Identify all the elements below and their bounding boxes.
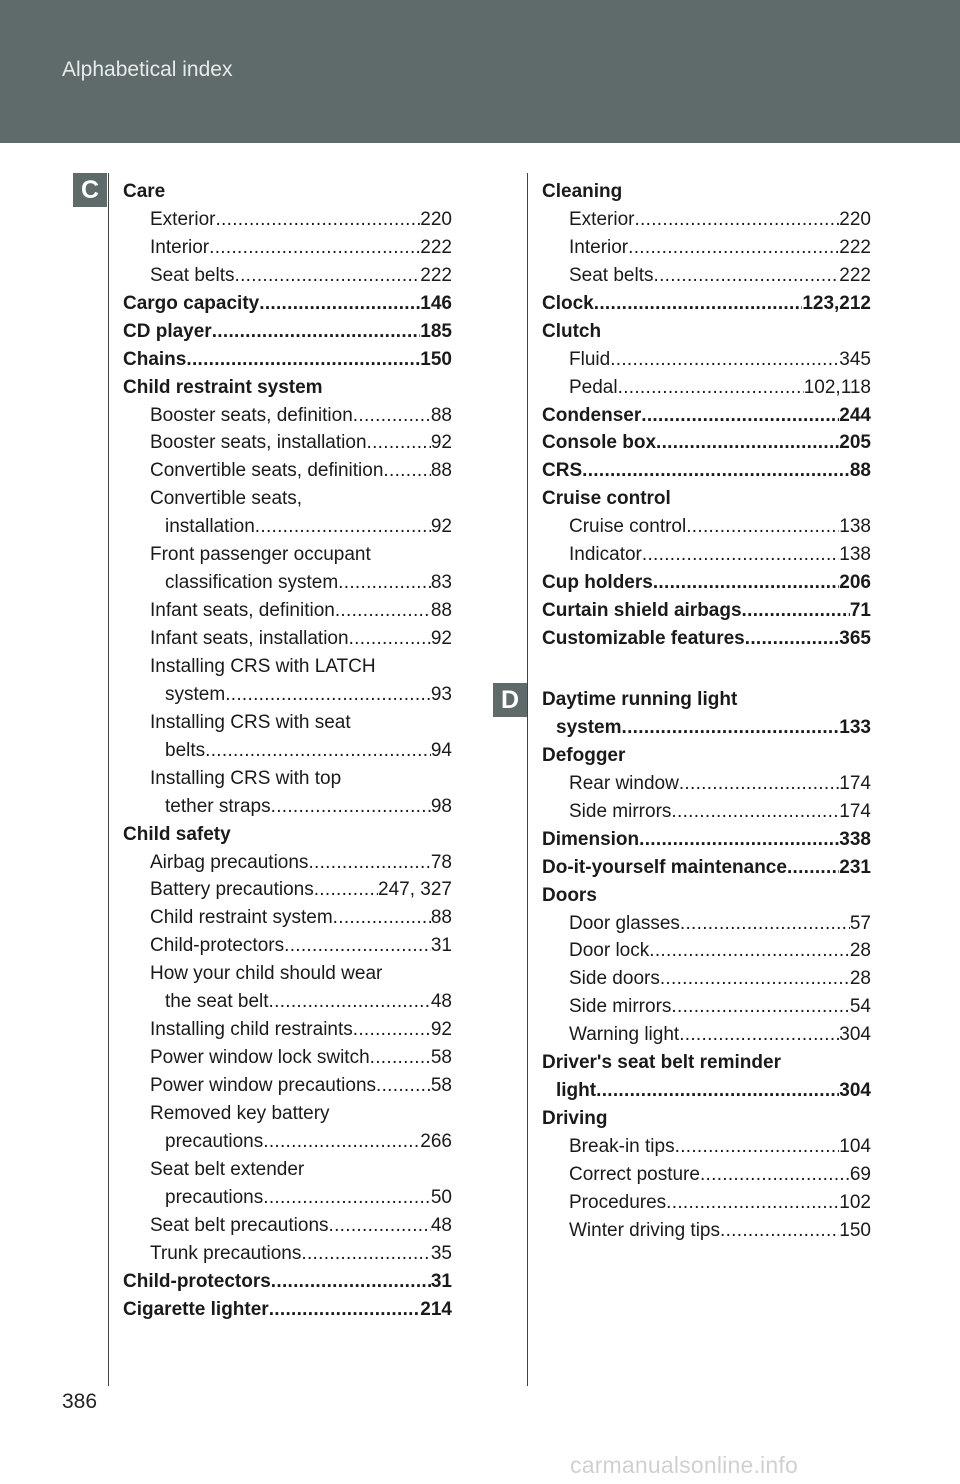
entry-text: Winter driving tips [569, 1219, 720, 1241]
dot-leader [787, 854, 839, 882]
index-entry [123, 904, 452, 932]
entry-text: Seat belt extender [150, 1158, 305, 1180]
dot-leader [383, 457, 430, 485]
page-ref: 138 [839, 544, 871, 566]
entry-text: Interior [569, 236, 629, 258]
dot-leader [618, 374, 804, 402]
index-entry [542, 290, 871, 318]
index-entry [123, 625, 452, 653]
entry-text: Cruise control [542, 488, 671, 510]
dot-leader [680, 910, 850, 938]
entry-text: Warning light [569, 1024, 680, 1046]
entry-text: Care [123, 181, 166, 202]
index-entry [542, 513, 871, 541]
page-ref: 304 [839, 1080, 871, 1102]
page-ref: 92 [430, 432, 452, 454]
page-ref: 222 [839, 236, 871, 258]
index-entry [542, 374, 871, 402]
entry-text: Cleaning [542, 181, 623, 202]
page-ref: 92 [430, 516, 452, 538]
letter-tab-d: D [493, 683, 527, 717]
entry-text: Side mirrors [569, 800, 672, 822]
entry-text: system [556, 716, 622, 738]
index-entry [542, 1105, 871, 1133]
entry-text: Indicator [569, 544, 642, 566]
entry-text: Correct posture [569, 1163, 700, 1185]
page-ref: 365 [839, 628, 871, 649]
page-ref: 222 [420, 236, 452, 258]
dot-leader [594, 290, 803, 318]
column-divider-right [527, 173, 528, 1386]
index-entry [123, 1268, 452, 1296]
page-ref: 71 [849, 600, 871, 622]
page-ref: 35 [430, 1242, 452, 1264]
dot-leader [628, 234, 839, 262]
entry-text: Convertible seats, [150, 488, 303, 510]
index-entry [542, 457, 871, 485]
entry-text: Cup holders [542, 572, 653, 594]
index-entry [123, 1156, 452, 1184]
dot-leader [671, 993, 849, 1021]
index-entry [123, 290, 452, 318]
entry-text: Airbag precautions [150, 851, 309, 873]
dot-leader [660, 965, 850, 993]
page-ref: 57 [849, 912, 871, 934]
page-header [0, 0, 960, 143]
index-entry [123, 1100, 452, 1128]
page-ref: 69 [849, 1163, 871, 1185]
entry-text: Driver's seat belt reminder [542, 1052, 781, 1074]
dot-leader [610, 346, 839, 374]
dot-leader [186, 346, 420, 374]
index-entry [123, 793, 452, 821]
index-entry [542, 1021, 871, 1049]
page-ref: 244 [839, 404, 871, 426]
dot-leader [263, 1128, 420, 1156]
dot-leader [284, 932, 431, 960]
index-entry [123, 765, 452, 793]
index-entry [123, 1128, 452, 1156]
dot-leader [308, 849, 430, 877]
dot-leader [656, 429, 839, 457]
index-entry [123, 960, 452, 988]
index-entry [542, 1077, 871, 1105]
index-entry [542, 346, 871, 374]
index-entry [123, 1184, 452, 1212]
dot-leader [338, 569, 431, 597]
page-ref: 185 [420, 320, 452, 342]
page-ref: 123,212 [802, 292, 871, 314]
page-ref: 88 [430, 404, 452, 426]
index-entry [542, 1189, 871, 1217]
entry-text: installation [165, 516, 255, 538]
dot-leader [370, 1044, 431, 1072]
dot-leader [641, 402, 839, 430]
entry-text: Child restraint system [150, 907, 333, 929]
dot-leader [742, 597, 850, 625]
entry-text: Door lock [569, 940, 650, 962]
entry-text: Chains [123, 348, 187, 370]
entry-text: Convertible seats, definition [150, 460, 384, 482]
dot-leader [654, 262, 840, 290]
index-entry [542, 625, 871, 653]
dot-leader [329, 1212, 431, 1240]
entry-text: precautions [165, 1186, 264, 1208]
entry-text: Clock [542, 292, 594, 314]
index-entry [542, 402, 871, 430]
entry-text: Child-protectors [150, 935, 285, 957]
index-entry [123, 1044, 452, 1072]
index-entry [123, 206, 452, 234]
page-ref: 222 [420, 264, 452, 286]
page-ref: 231 [839, 856, 871, 878]
page-ref: 205 [839, 432, 871, 454]
index-entry [542, 854, 871, 882]
entry-text: belts [165, 739, 206, 761]
entry-text: Exterior [569, 208, 635, 230]
index-entry [123, 709, 452, 737]
page-ref: 102,118 [803, 376, 871, 398]
index-entry [542, 1161, 871, 1189]
index-entry [542, 541, 871, 569]
entry-text: light [556, 1080, 597, 1102]
dot-leader [269, 988, 431, 1016]
page-ref: 174 [839, 772, 871, 794]
index-entry [542, 569, 871, 597]
entry-text: precautions [165, 1130, 264, 1152]
index-entry [542, 826, 871, 854]
entry-text: Customizable features [542, 628, 745, 649]
dot-leader [686, 513, 839, 541]
entry-text: CD player [123, 320, 212, 342]
entry-text: Seat belt precautions [150, 1214, 329, 1236]
entry-text: Booster seats, definition [150, 404, 353, 426]
dot-leader [367, 429, 431, 457]
entry-text: Exterior [150, 208, 216, 230]
entry-text: Child-protectors [123, 1270, 271, 1292]
dot-leader [642, 541, 839, 569]
entry-text: Installing CRS with top [150, 767, 342, 789]
watermark: carmanualsonline.info [570, 1452, 798, 1478]
entry-text: Seat belts [569, 264, 654, 286]
page-ref: 102 [839, 1191, 871, 1213]
page-ref: 220 [420, 208, 452, 230]
dot-leader [634, 206, 839, 234]
dot-leader [679, 1021, 839, 1049]
dot-leader [271, 793, 431, 821]
page-ref: 93 [430, 683, 452, 705]
entry-text: the seat belt [165, 991, 269, 1013]
index-entry [542, 262, 871, 290]
entry-text: Procedures [569, 1191, 667, 1213]
index-entry [542, 429, 871, 457]
index-entry [123, 541, 452, 569]
index-entry [123, 374, 452, 402]
page-ref: 92 [430, 1019, 452, 1041]
page-number: 386 [62, 1390, 98, 1413]
entry-text: Side mirrors [569, 996, 672, 1018]
dot-leader [259, 290, 420, 318]
entry-text: Front passenger occupant [150, 544, 371, 566]
page-ref: 54 [849, 996, 871, 1018]
index-entry [542, 597, 871, 625]
page-ref: 345 [839, 348, 871, 370]
index-entry [542, 910, 871, 938]
page-ref: 338 [839, 828, 871, 850]
page-ref: 83 [430, 572, 452, 594]
page-ref: 31 [430, 1270, 452, 1292]
index-entry [542, 714, 871, 742]
entry-text: Do-it-yourself maintenance [542, 856, 787, 878]
dot-leader [745, 625, 840, 653]
entry-text: Door glasses [569, 912, 680, 934]
index-entry [542, 686, 871, 714]
index-entry [123, 932, 452, 960]
index-entry [123, 234, 452, 262]
entry-text: Defogger [542, 744, 626, 766]
entry-text: Installing child restraints [150, 1019, 353, 1041]
index-entry [123, 597, 452, 625]
page-ref: 220 [839, 208, 871, 230]
entry-text: Curtain shield airbags [542, 600, 742, 622]
dot-leader [235, 262, 421, 290]
index-entry [542, 993, 871, 1021]
entry-text: Installing CRS with seat [150, 711, 351, 733]
index-entry [542, 882, 871, 910]
entry-text: Rear window [569, 772, 679, 794]
entry-text: Child safety [123, 823, 231, 845]
index-entry [123, 681, 452, 709]
dot-leader [671, 798, 839, 826]
index-entry [123, 1212, 452, 1240]
entry-text: Clutch [542, 320, 602, 342]
page-ref: 150 [420, 348, 452, 370]
entry-text: Console box [542, 432, 657, 454]
page-ref: 78 [430, 851, 452, 873]
dot-leader [335, 597, 431, 625]
dot-leader [376, 1072, 431, 1100]
entry-text: Removed key battery [150, 1102, 330, 1124]
dot-leader [653, 569, 839, 597]
index-entry [542, 1217, 871, 1245]
entry-text: tether straps [165, 795, 271, 817]
page-ref: 133 [839, 716, 871, 738]
index-column-right-c [542, 178, 871, 653]
index-entry [123, 513, 452, 541]
letter-tab-c: C [73, 173, 107, 207]
entry-text: Driving [542, 1108, 608, 1130]
page-ref: 146 [420, 292, 452, 314]
page-ref: 88 [430, 600, 452, 622]
dot-leader [649, 937, 850, 965]
dot-leader [209, 234, 420, 262]
entry-text: classification system [165, 572, 339, 594]
page-ref: 88 [849, 460, 871, 482]
index-entry [123, 876, 452, 904]
index-entry [123, 849, 452, 877]
dot-leader [666, 1189, 839, 1217]
index-entry [123, 346, 452, 374]
page-ref: 214 [420, 1298, 452, 1320]
index-entry [123, 988, 452, 1016]
page-ref: 48 [430, 991, 452, 1013]
index-column-left [123, 178, 452, 1323]
page-ref: 28 [849, 968, 871, 990]
index-entry [123, 485, 452, 513]
index-entry [542, 965, 871, 993]
page-ref: 150 [839, 1219, 871, 1241]
entry-text: Installing CRS with LATCH [150, 655, 376, 677]
entry-text: Cruise control [569, 516, 687, 538]
page-ref: 174 [839, 800, 871, 822]
dot-leader [225, 681, 431, 709]
dot-leader [333, 904, 431, 932]
dot-leader [582, 457, 850, 485]
section-title: Alphabetical index [62, 58, 233, 81]
entry-text: Infant seats, installation [150, 628, 349, 649]
dot-leader [596, 1077, 839, 1105]
entry-text: Pedal [569, 376, 618, 398]
index-entry [123, 569, 452, 597]
entry-text: Side doors [569, 968, 660, 990]
dot-leader [700, 1161, 850, 1189]
entry-text: Power window precautions [150, 1075, 377, 1096]
index-entry [123, 737, 452, 765]
index-entry [542, 178, 871, 206]
dot-leader [301, 1240, 430, 1268]
dot-leader [269, 1296, 421, 1324]
dot-leader [205, 737, 431, 765]
page-ref: 50 [430, 1186, 452, 1208]
index-entry [123, 318, 452, 346]
index-entry [542, 937, 871, 965]
page-ref: 94 [430, 739, 452, 761]
page-ref: 247, 327 [378, 879, 452, 901]
page-ref: 222 [839, 264, 871, 286]
dot-leader [720, 1217, 839, 1245]
index-entry [542, 318, 871, 346]
dot-leader [215, 206, 420, 234]
index-entry [542, 485, 871, 513]
index-entry [542, 1049, 871, 1077]
page-ref: 28 [849, 940, 871, 962]
dot-leader [263, 1184, 431, 1212]
index-entry [123, 262, 452, 290]
entry-text: Condenser [542, 404, 642, 426]
index-entry [123, 1072, 452, 1100]
entry-text: Seat belts [150, 264, 235, 286]
entry-text: Trunk precautions [150, 1242, 302, 1264]
index-entry [123, 457, 452, 485]
dot-leader [349, 625, 431, 653]
index-entry [542, 742, 871, 770]
page-ref: 98 [430, 795, 452, 817]
dot-leader [255, 513, 431, 541]
dot-leader [639, 826, 839, 854]
entry-text: How your child should wear [150, 963, 383, 985]
page-ref: 58 [430, 1047, 452, 1069]
index-entry [123, 653, 452, 681]
entry-text: Battery precautions [150, 879, 314, 901]
page-ref: 92 [430, 628, 452, 649]
dot-leader [353, 1016, 431, 1044]
index-entry [123, 1296, 452, 1324]
index-entry [542, 206, 871, 234]
dot-leader [675, 1133, 840, 1161]
index-entry [123, 1016, 452, 1044]
entry-text: Interior [150, 236, 210, 258]
dot-leader [679, 770, 839, 798]
index-entry [542, 770, 871, 798]
page-ref: 138 [839, 516, 871, 538]
index-entry [542, 1133, 871, 1161]
index-column-right-d [542, 686, 871, 1245]
entry-text: Cargo capacity [123, 292, 260, 314]
entry-text: Power window lock switch [150, 1047, 370, 1069]
dot-leader [353, 402, 431, 430]
entry-text: Infant seats, definition [150, 600, 335, 622]
page-ref: 48 [430, 1214, 452, 1236]
index-entry [123, 402, 452, 430]
page-ref: 266 [420, 1130, 452, 1152]
entry-text: system [165, 683, 226, 705]
index-entry [542, 234, 871, 262]
page-ref: 304 [839, 1024, 871, 1046]
index-entry [123, 178, 452, 206]
entry-text: Daytime running light [542, 689, 738, 710]
entry-text: Dimension [542, 828, 640, 850]
page-ref: 58 [430, 1075, 452, 1096]
page-ref: 88 [430, 907, 452, 929]
index-entry [123, 821, 452, 849]
dot-leader [314, 876, 378, 904]
column-divider-left [108, 173, 109, 1386]
dot-leader [271, 1268, 431, 1296]
entry-text: CRS [542, 460, 583, 482]
index-entry [123, 429, 452, 457]
page-ref: 104 [839, 1136, 871, 1157]
entry-text: Child restraint system [123, 376, 323, 398]
entry-text: Cigarette lighter [123, 1298, 269, 1320]
entry-text: Break-in tips [569, 1136, 675, 1157]
dot-leader [622, 714, 840, 742]
index-entry [123, 1240, 452, 1268]
entry-text: Doors [542, 884, 597, 906]
page-ref: 88 [430, 460, 452, 482]
entry-text: Booster seats, installation [150, 432, 367, 454]
page-ref: 31 [430, 935, 452, 957]
page-ref: 206 [839, 572, 871, 594]
index-entry [542, 798, 871, 826]
dot-leader [212, 318, 421, 346]
entry-text: Fluid [569, 348, 611, 370]
